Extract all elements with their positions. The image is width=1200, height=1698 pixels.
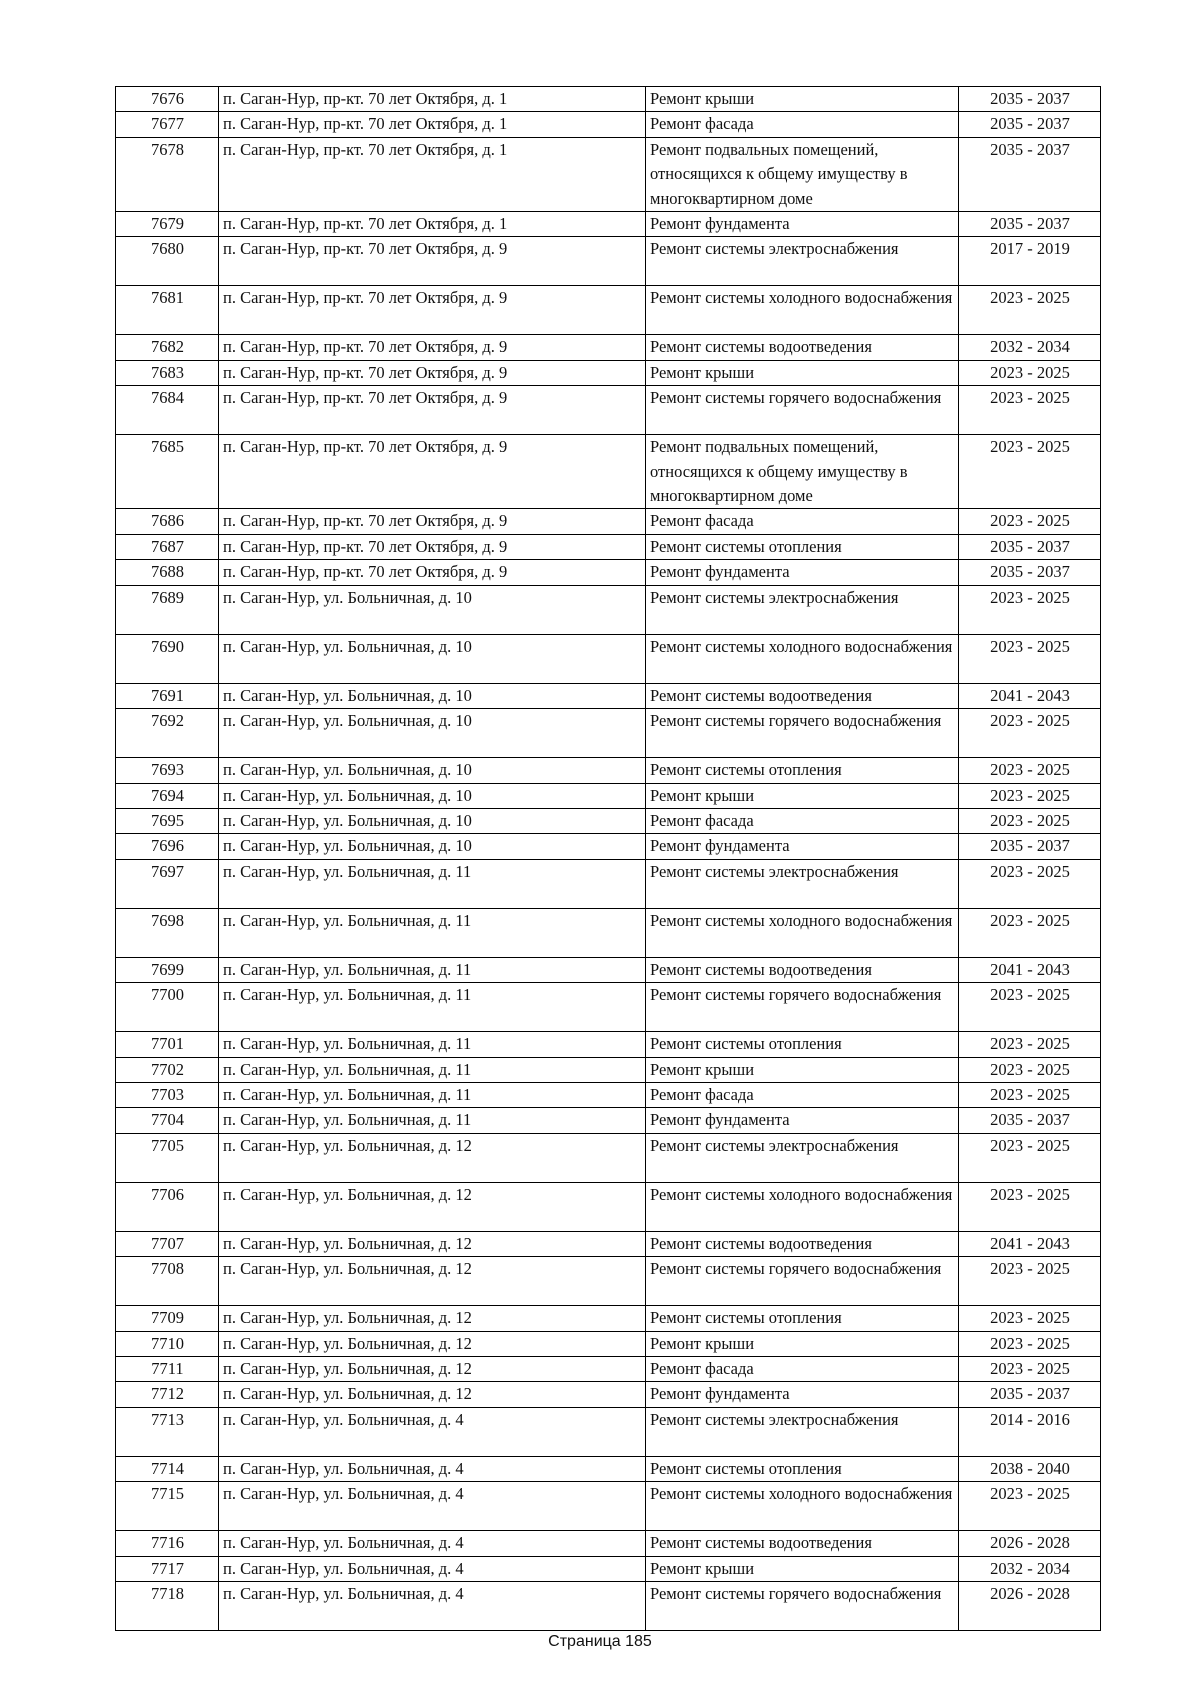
row-address: п. Саган-Нур, пр-кт. 70 лет Октября, д. 9 xyxy=(219,435,646,509)
row-address: п. Саган-Нур, ул. Больничная, д. 4 xyxy=(219,1456,646,1481)
row-number: 7686 xyxy=(116,509,219,534)
row-address: п. Саган-Нур, ул. Больничная, д. 10 xyxy=(219,808,646,833)
table-row xyxy=(116,1556,1101,1581)
row-address: п. Саган-Нур, ул. Больничная, д. 4 xyxy=(219,1556,646,1581)
row-work-type: Ремонт системы водоотведения xyxy=(646,683,959,708)
row-address: п. Саган-Нур, ул. Больничная, д. 11 xyxy=(219,859,646,908)
row-number: 7708 xyxy=(116,1257,219,1306)
table-row xyxy=(116,908,1101,957)
row-address: п. Саган-Нур, ул. Больничная, д. 12 xyxy=(219,1382,646,1407)
row-period: 2023 - 2025 xyxy=(959,509,1101,534)
table-row xyxy=(116,1182,1101,1231)
row-work-type: Ремонт системы горячего водоснабжения xyxy=(646,709,959,758)
row-period: 2023 - 2025 xyxy=(959,1257,1101,1306)
row-address: п. Саган-Нур, ул. Больничная, д. 10 xyxy=(219,834,646,859)
table-row xyxy=(116,634,1101,683)
row-address: п. Саган-Нур, пр-кт. 70 лет Октября, д. 9 xyxy=(219,560,646,585)
row-work-type: Ремонт системы отопления xyxy=(646,1306,959,1331)
row-address: п. Саган-Нур, пр-кт. 70 лет Октября, д. 1 xyxy=(219,87,646,112)
row-work-type: Ремонт фундамента xyxy=(646,1108,959,1133)
row-work-type: Ремонт системы горячего водоснабжения xyxy=(646,386,959,435)
row-number: 7677 xyxy=(116,112,219,137)
table-row xyxy=(116,983,1101,1032)
row-number: 7692 xyxy=(116,709,219,758)
row-address: п. Саган-Нур, пр-кт. 70 лет Октября, д. 9 xyxy=(219,286,646,335)
row-number: 7682 xyxy=(116,335,219,360)
table-row xyxy=(116,1582,1101,1631)
row-work-type: Ремонт системы электроснабжения xyxy=(646,1407,959,1456)
table-row xyxy=(116,957,1101,982)
table-row xyxy=(116,335,1101,360)
row-work-type: Ремонт системы электроснабжения xyxy=(646,1133,959,1182)
row-period: 2023 - 2025 xyxy=(959,386,1101,435)
table-row xyxy=(116,1407,1101,1456)
row-work-type: Ремонт крыши xyxy=(646,783,959,808)
row-number: 7707 xyxy=(116,1231,219,1256)
row-work-type: Ремонт системы отопления xyxy=(646,758,959,783)
row-address: п. Саган-Нур, ул. Больничная, д. 12 xyxy=(219,1182,646,1231)
row-number: 7676 xyxy=(116,87,219,112)
row-period: 2014 - 2016 xyxy=(959,1407,1101,1456)
row-address: п. Саган-Нур, ул. Больничная, д. 12 xyxy=(219,1356,646,1381)
table-row xyxy=(116,509,1101,534)
row-number: 7699 xyxy=(116,957,219,982)
row-address: п. Саган-Нур, ул. Больничная, д. 12 xyxy=(219,1133,646,1182)
row-number: 7684 xyxy=(116,386,219,435)
row-address: п. Саган-Нур, ул. Больничная, д. 12 xyxy=(219,1306,646,1331)
row-work-type: Ремонт системы водоотведения xyxy=(646,1231,959,1256)
table-row xyxy=(116,1482,1101,1531)
row-period: 2035 - 2037 xyxy=(959,534,1101,559)
table-row xyxy=(116,112,1101,137)
row-work-type: Ремонт подвальных помещений, относящихся к общему имуществу в многоквартирном доме xyxy=(646,137,959,211)
row-work-type: Ремонт фундамента xyxy=(646,212,959,237)
table-row xyxy=(116,1108,1101,1133)
table-row xyxy=(116,386,1101,435)
row-period: 2023 - 2025 xyxy=(959,808,1101,833)
row-address: п. Саган-Нур, ул. Больничная, д. 12 xyxy=(219,1257,646,1306)
row-period: 2035 - 2037 xyxy=(959,1108,1101,1133)
row-number: 7696 xyxy=(116,834,219,859)
row-period: 2032 - 2034 xyxy=(959,335,1101,360)
row-work-type: Ремонт системы отопления xyxy=(646,1032,959,1057)
row-number: 7681 xyxy=(116,286,219,335)
row-period: 2023 - 2025 xyxy=(959,1306,1101,1331)
row-number: 7705 xyxy=(116,1133,219,1182)
row-address: п. Саган-Нур, ул. Больничная, д. 10 xyxy=(219,634,646,683)
row-address: п. Саган-Нур, ул. Больничная, д. 4 xyxy=(219,1407,646,1456)
row-address: п. Саган-Нур, ул. Больничная, д. 12 xyxy=(219,1331,646,1356)
row-period: 2023 - 2025 xyxy=(959,908,1101,957)
table-row xyxy=(116,758,1101,783)
row-number: 7701 xyxy=(116,1032,219,1057)
row-work-type: Ремонт системы холодного водоснабжения xyxy=(646,634,959,683)
row-period: 2035 - 2037 xyxy=(959,137,1101,211)
table-row xyxy=(116,212,1101,237)
row-period: 2023 - 2025 xyxy=(959,783,1101,808)
row-period: 2023 - 2025 xyxy=(959,709,1101,758)
row-work-type: Ремонт системы холодного водоснабжения xyxy=(646,1482,959,1531)
table-row xyxy=(116,435,1101,509)
row-work-type: Ремонт системы водоотведения xyxy=(646,1531,959,1556)
row-work-type: Ремонт крыши xyxy=(646,1331,959,1356)
row-number: 7700 xyxy=(116,983,219,1032)
table-row xyxy=(116,1331,1101,1356)
row-number: 7714 xyxy=(116,1456,219,1481)
row-period: 2023 - 2025 xyxy=(959,1133,1101,1182)
table-row xyxy=(116,859,1101,908)
row-number: 7683 xyxy=(116,360,219,385)
table-row xyxy=(116,834,1101,859)
row-period: 2035 - 2037 xyxy=(959,560,1101,585)
row-number: 7704 xyxy=(116,1108,219,1133)
row-number: 7706 xyxy=(116,1182,219,1231)
row-period: 2023 - 2025 xyxy=(959,1057,1101,1082)
table-row xyxy=(116,560,1101,585)
row-period: 2023 - 2025 xyxy=(959,1182,1101,1231)
row-number: 7689 xyxy=(116,585,219,634)
table-row xyxy=(116,709,1101,758)
row-work-type: Ремонт крыши xyxy=(646,87,959,112)
row-work-type: Ремонт системы горячего водоснабжения xyxy=(646,983,959,1032)
row-period: 2023 - 2025 xyxy=(959,1032,1101,1057)
row-period: 2023 - 2025 xyxy=(959,585,1101,634)
row-period: 2023 - 2025 xyxy=(959,1331,1101,1356)
row-number: 7703 xyxy=(116,1082,219,1107)
row-address: п. Саган-Нур, пр-кт. 70 лет Октября, д. 9 xyxy=(219,509,646,534)
table-row xyxy=(116,1133,1101,1182)
row-work-type: Ремонт крыши xyxy=(646,1556,959,1581)
table-row xyxy=(116,1032,1101,1057)
row-number: 7691 xyxy=(116,683,219,708)
row-number: 7713 xyxy=(116,1407,219,1456)
row-period: 2041 - 2043 xyxy=(959,1231,1101,1256)
table-row xyxy=(116,1306,1101,1331)
row-number: 7688 xyxy=(116,560,219,585)
row-number: 7695 xyxy=(116,808,219,833)
row-number: 7680 xyxy=(116,237,219,286)
row-work-type: Ремонт системы отопления xyxy=(646,1456,959,1481)
table-row xyxy=(116,1257,1101,1306)
row-work-type: Ремонт системы холодного водоснабжения xyxy=(646,1182,959,1231)
row-address: п. Саган-Нур, ул. Больничная, д. 10 xyxy=(219,709,646,758)
row-work-type: Ремонт системы водоотведения xyxy=(646,335,959,360)
row-number: 7698 xyxy=(116,908,219,957)
row-address: п. Саган-Нур, ул. Больничная, д. 10 xyxy=(219,585,646,634)
row-work-type: Ремонт фасада xyxy=(646,808,959,833)
table-row xyxy=(116,1356,1101,1381)
row-period: 2023 - 2025 xyxy=(959,859,1101,908)
row-number: 7709 xyxy=(116,1306,219,1331)
row-period: 2023 - 2025 xyxy=(959,758,1101,783)
row-address: п. Саган-Нур, ул. Больничная, д. 11 xyxy=(219,1032,646,1057)
row-number: 7717 xyxy=(116,1556,219,1581)
row-work-type: Ремонт фасада xyxy=(646,112,959,137)
row-period: 2023 - 2025 xyxy=(959,1082,1101,1107)
row-address: п. Саган-Нур, ул. Больничная, д. 11 xyxy=(219,957,646,982)
row-address: п. Саган-Нур, ул. Больничная, д. 12 xyxy=(219,1231,646,1256)
row-period: 2035 - 2037 xyxy=(959,112,1101,137)
row-number: 7712 xyxy=(116,1382,219,1407)
row-work-type: Ремонт подвальных помещений, относящихся к общему имуществу в многоквартирном доме xyxy=(646,435,959,509)
row-work-type: Ремонт системы горячего водоснабжения xyxy=(646,1257,959,1306)
table-row xyxy=(116,1456,1101,1481)
row-number: 7687 xyxy=(116,534,219,559)
row-period: 2017 - 2019 xyxy=(959,237,1101,286)
row-number: 7694 xyxy=(116,783,219,808)
row-work-type: Ремонт фундамента xyxy=(646,560,959,585)
row-period: 2041 - 2043 xyxy=(959,957,1101,982)
row-work-type: Ремонт крыши xyxy=(646,1057,959,1082)
row-work-type: Ремонт системы холодного водоснабжения xyxy=(646,286,959,335)
row-address: п. Саган-Нур, пр-кт. 70 лет Октября, д. 9 xyxy=(219,360,646,385)
row-address: п. Саган-Нур, ул. Больничная, д. 11 xyxy=(219,1057,646,1082)
row-address: п. Саган-Нур, ул. Больничная, д. 11 xyxy=(219,908,646,957)
row-address: п. Саган-Нур, пр-кт. 70 лет Октября, д. 1 xyxy=(219,212,646,237)
row-number: 7702 xyxy=(116,1057,219,1082)
row-number: 7711 xyxy=(116,1356,219,1381)
table-row xyxy=(116,237,1101,286)
table-row xyxy=(116,585,1101,634)
row-work-type: Ремонт системы отопления xyxy=(646,534,959,559)
row-address: п. Саган-Нур, пр-кт. 70 лет Октября, д. 9 xyxy=(219,534,646,559)
repair-schedule-table xyxy=(115,86,1101,1631)
row-period: 2032 - 2034 xyxy=(959,1556,1101,1581)
row-address: п. Саган-Нур, пр-кт. 70 лет Октября, д. 9 xyxy=(219,386,646,435)
row-address: п. Саган-Нур, пр-кт. 70 лет Октября, д. 9 xyxy=(219,237,646,286)
row-work-type: Ремонт системы горячего водоснабжения xyxy=(646,1582,959,1631)
table-row xyxy=(116,534,1101,559)
row-period: 2035 - 2037 xyxy=(959,834,1101,859)
row-work-type: Ремонт фасада xyxy=(646,1082,959,1107)
row-work-type: Ремонт фундамента xyxy=(646,1382,959,1407)
row-work-type: Ремонт системы электроснабжения xyxy=(646,585,959,634)
row-number: 7710 xyxy=(116,1331,219,1356)
table-row xyxy=(116,1531,1101,1556)
row-period: 2023 - 2025 xyxy=(959,435,1101,509)
row-number: 7693 xyxy=(116,758,219,783)
table-row xyxy=(116,137,1101,211)
row-period: 2041 - 2043 xyxy=(959,683,1101,708)
row-period: 2035 - 2037 xyxy=(959,1382,1101,1407)
row-address: п. Саган-Нур, ул. Больничная, д. 11 xyxy=(219,1108,646,1133)
row-number: 7715 xyxy=(116,1482,219,1531)
row-address: п. Саган-Нур, ул. Больничная, д. 4 xyxy=(219,1482,646,1531)
table-body xyxy=(116,87,1101,1631)
row-period: 2023 - 2025 xyxy=(959,634,1101,683)
row-work-type: Ремонт фасада xyxy=(646,1356,959,1381)
row-work-type: Ремонт системы электроснабжения xyxy=(646,237,959,286)
row-work-type: Ремонт фундамента xyxy=(646,834,959,859)
table-row xyxy=(116,286,1101,335)
row-period: 2035 - 2037 xyxy=(959,212,1101,237)
row-period: 2026 - 2028 xyxy=(959,1531,1101,1556)
row-period: 2023 - 2025 xyxy=(959,1482,1101,1531)
row-number: 7685 xyxy=(116,435,219,509)
row-period: 2038 - 2040 xyxy=(959,1456,1101,1481)
row-work-type: Ремонт системы водоотведения xyxy=(646,957,959,982)
row-number: 7716 xyxy=(116,1531,219,1556)
table-row xyxy=(116,683,1101,708)
table-row xyxy=(116,1231,1101,1256)
row-period: 2023 - 2025 xyxy=(959,286,1101,335)
row-address: п. Саган-Нур, ул. Больничная, д. 4 xyxy=(219,1582,646,1631)
row-period: 2023 - 2025 xyxy=(959,360,1101,385)
row-address: п. Саган-Нур, пр-кт. 70 лет Октября, д. 1 xyxy=(219,112,646,137)
row-address: п. Саган-Нур, ул. Больничная, д. 10 xyxy=(219,783,646,808)
row-period: 2026 - 2028 xyxy=(959,1582,1101,1631)
row-period: 2023 - 2025 xyxy=(959,1356,1101,1381)
row-work-type: Ремонт фасада xyxy=(646,509,959,534)
table-row xyxy=(116,1057,1101,1082)
page-number: Страница 185 xyxy=(548,1633,652,1650)
row-period: 2035 - 2037 xyxy=(959,87,1101,112)
row-address: п. Саган-Нур, ул. Больничная, д. 11 xyxy=(219,1082,646,1107)
row-number: 7679 xyxy=(116,212,219,237)
row-work-type: Ремонт системы электроснабжения xyxy=(646,859,959,908)
table-row xyxy=(116,360,1101,385)
row-address: п. Саган-Нур, ул. Больничная, д. 10 xyxy=(219,683,646,708)
row-address: п. Саган-Нур, пр-кт. 70 лет Октября, д. 1 xyxy=(219,137,646,211)
row-address: п. Саган-Нур, пр-кт. 70 лет Октября, д. 9 xyxy=(219,335,646,360)
table-row xyxy=(116,1082,1101,1107)
row-number: 7678 xyxy=(116,137,219,211)
row-address: п. Саган-Нур, ул. Больничная, д. 10 xyxy=(219,758,646,783)
table-row xyxy=(116,87,1101,112)
row-number: 7690 xyxy=(116,634,219,683)
row-period: 2023 - 2025 xyxy=(959,983,1101,1032)
row-number: 7697 xyxy=(116,859,219,908)
table-row xyxy=(116,783,1101,808)
row-address: п. Саган-Нур, ул. Больничная, д. 4 xyxy=(219,1531,646,1556)
table-row xyxy=(116,808,1101,833)
table-row xyxy=(116,1382,1101,1407)
row-address: п. Саган-Нур, ул. Больничная, д. 11 xyxy=(219,983,646,1032)
row-work-type: Ремонт системы холодного водоснабжения xyxy=(646,908,959,957)
row-number: 7718 xyxy=(116,1582,219,1631)
row-work-type: Ремонт крыши xyxy=(646,360,959,385)
